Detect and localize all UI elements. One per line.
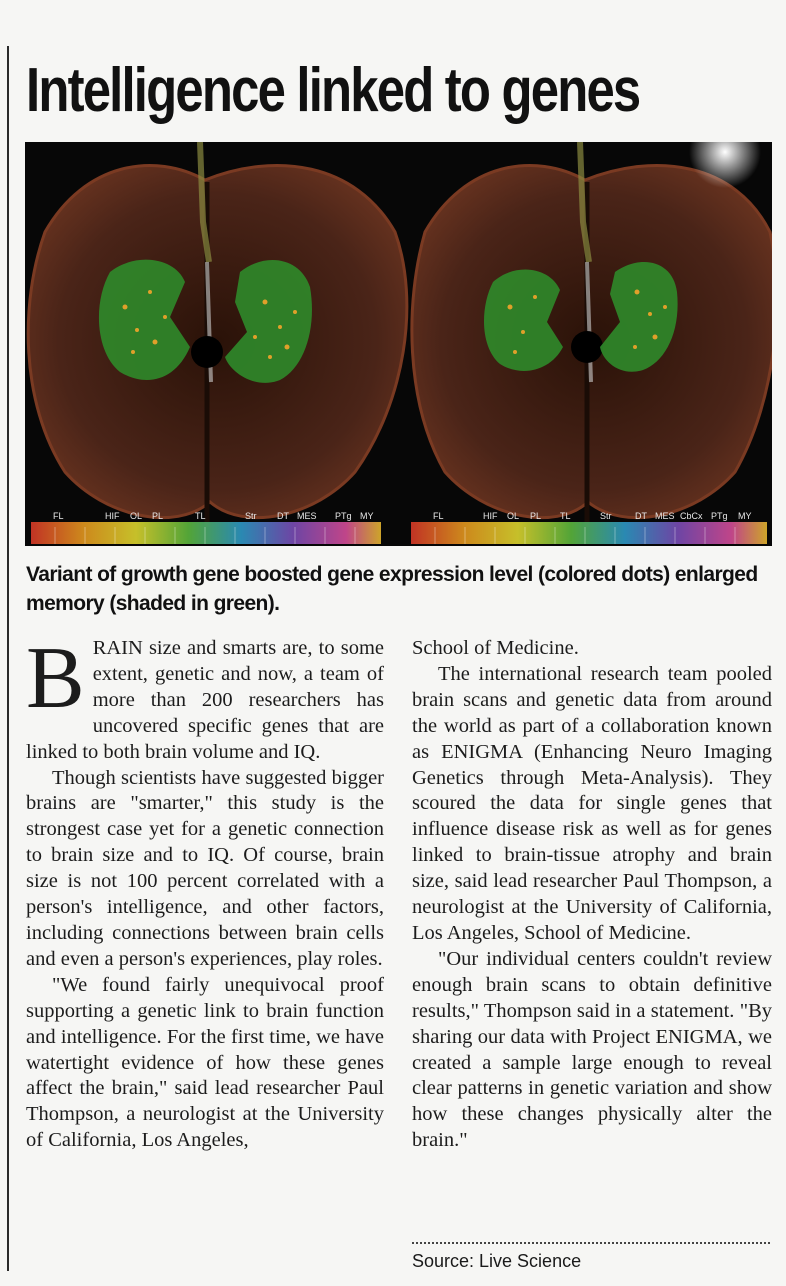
article-paragraph: School of Medicine.	[412, 637, 579, 659]
article-paragraph: "Our individual centers couldn't review enough brain scans to obtain definitive results," Thompson said in a statement. "By sharing our data with Project ENIGMA, we created a sample large enough to reveal clear patterns in genetic variation and show how these changes physically alter the brain."	[412, 947, 772, 1152]
headline: Intelligence linked to genes	[26, 56, 640, 125]
article-paragraph: Though scientists have suggested bigger brains are "smarter," this study is the strongest case yet for a genetic connection to brain size and to IQ. Of course, brain size is not 100 percent correlated with a person's intelligence, and other factors, including connections between brain cells and even a person's experiences, play roles.	[26, 766, 384, 970]
brain-scan-illustration	[25, 142, 772, 546]
left-bar-label: PTg	[335, 511, 352, 521]
article-column-left	[26, 630, 384, 1154]
source-divider	[412, 1242, 770, 1244]
source-credit: Source: Live Science	[412, 1251, 582, 1271]
paragraph-text: RAIN size and smarts are, to some extent, genetic and now, a team of more than 200 researchers has uncovered specific genes that are linked to both brain volume and IQ.	[26, 637, 384, 763]
left-bar-label: FL	[53, 511, 64, 521]
right-bar-label: MES	[655, 511, 675, 521]
left-column-rule	[7, 46, 9, 1271]
right-bar-label: MY	[738, 511, 752, 521]
article-column-right	[412, 636, 772, 1154]
left-bar-label: Str	[245, 511, 257, 521]
left-bar-label: PL	[152, 511, 164, 521]
photo-caption: Variant of growth gene boosted gene expression level (colored dots) enlarged memory (shaded in green).	[26, 563, 758, 615]
drop-cap: B	[26, 630, 85, 727]
right-bar-label: DT	[635, 511, 647, 521]
left-bar-label: MES	[297, 511, 317, 521]
left-brain-scan	[28, 142, 407, 527]
left-bar-label: DT	[277, 511, 289, 521]
article-paragraph: "We found fairly unequivocal proof supporting a genetic link to brain function and intelligence. For the first time, we have watertight evidence of how these genes affect the brain," said lead researcher Paul Thompson, a neurologist at the University of California, Los Angeles,	[26, 973, 384, 1152]
right-bar-label: Str	[600, 511, 612, 521]
article-paragraph	[26, 630, 384, 766]
right-bar-label: PTg	[711, 511, 728, 521]
right-bar-label: HIF	[483, 511, 498, 521]
brain-scan-figure	[25, 142, 772, 546]
right-bar-label: FL	[433, 511, 444, 521]
right-brain-scan	[412, 142, 772, 527]
right-bar-label: PL	[530, 511, 542, 521]
article-paragraph: The international research team pooled brain scans and genetic data from around the world as part of a collaboration known as ENIGMA (Enhancing Neuro Imaging Genetics through Meta-Analysis). They scoured the data for single genes that influence disease risk as well as for genes linked to brain-tissue atrophy and brain size, said lead researcher Paul Thompson, a neurologist at the University of California, Los Angeles, School of Medicine.	[412, 662, 772, 944]
left-bar-label: HIF	[105, 511, 120, 521]
right-bar-label: OL	[507, 511, 520, 521]
left-bar-label: TL	[195, 511, 206, 521]
right-bar-label: TL	[560, 511, 571, 521]
left-bar-label: OL	[130, 511, 143, 521]
right-bar-label: CbCx	[680, 511, 703, 521]
left-bar-label: MY	[360, 511, 374, 521]
